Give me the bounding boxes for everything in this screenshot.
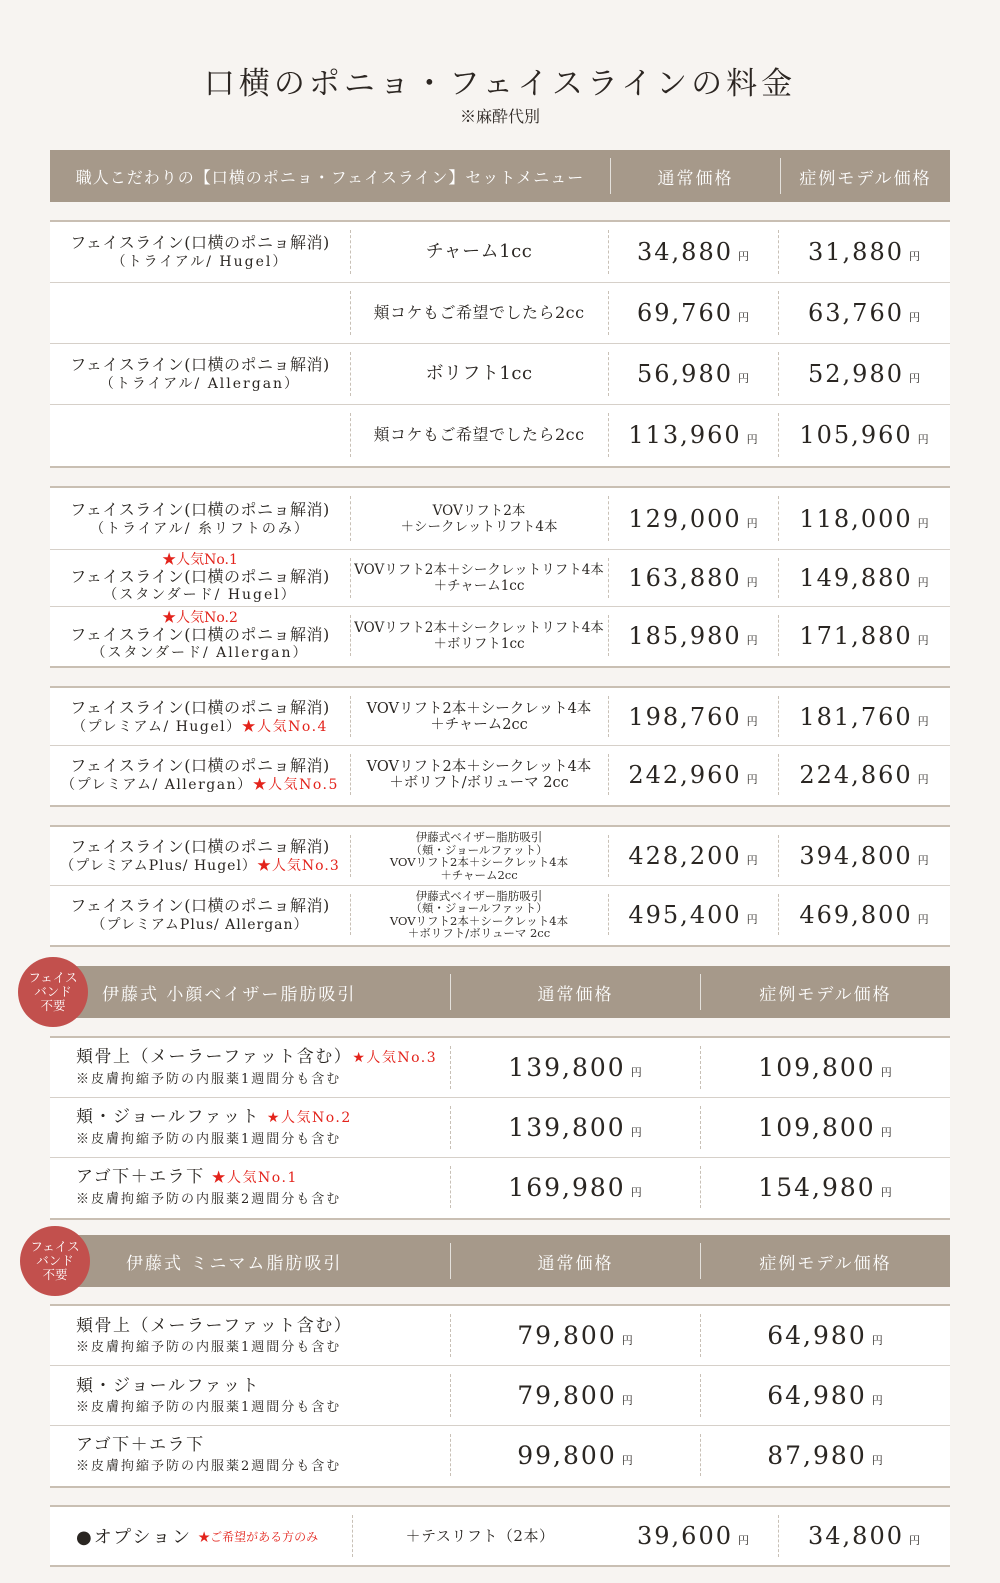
treatment-name: 頬骨上（メーラーファット含む） bbox=[76, 1315, 353, 1336]
yen-unit: 円 bbox=[917, 854, 929, 867]
minimum-title: 伊藤式 ミニマム脂肪吸引 bbox=[126, 1253, 343, 1274]
table-cell bbox=[50, 688, 350, 745]
table-row bbox=[50, 1426, 950, 1484]
table-row bbox=[50, 1038, 950, 1098]
plan-name: フェイスライン(口横のポニョ解消) bbox=[70, 895, 330, 915]
table-cell bbox=[608, 405, 778, 465]
yen-unit: 円 bbox=[908, 311, 920, 324]
plan-content: チャーム1cc bbox=[425, 241, 533, 262]
table-cell bbox=[778, 827, 950, 885]
plan-name: フェイスライン(口横のポニョ解消) bbox=[70, 567, 330, 586]
yen-unit: 円 bbox=[917, 912, 929, 926]
table-cell bbox=[778, 886, 950, 943]
table-cell bbox=[778, 607, 950, 664]
yen-unit: 円 bbox=[630, 1066, 642, 1079]
model-price: 118,000 円 bbox=[799, 504, 929, 533]
yen-unit: 円 bbox=[621, 1394, 633, 1407]
yen-unit: 円 bbox=[908, 250, 920, 263]
plan-content-line: ＋シークレットリフト4本 bbox=[400, 518, 558, 535]
table-cell bbox=[350, 344, 608, 404]
plan-content-line: VOVリフト2本＋シークレット4本 bbox=[389, 913, 569, 928]
model-price: 469,800 円 bbox=[799, 900, 929, 929]
model-price: 105,960 円 bbox=[799, 421, 929, 449]
model-price: 149,880 円 bbox=[799, 564, 929, 592]
rank-badge: ★人気No.3 bbox=[256, 858, 340, 874]
plan-subname: （プレミアムPlus/ Hugel） bbox=[60, 858, 257, 874]
table-cell bbox=[778, 746, 950, 803]
yen-unit: 円 bbox=[871, 1394, 883, 1407]
vaser-regular-label: 通常価格 bbox=[537, 984, 614, 1005]
table-cell bbox=[50, 283, 350, 343]
plan-content-line: ＋チャーム1cc bbox=[433, 578, 525, 594]
standard-section bbox=[50, 486, 950, 668]
rank-badge: ★人気No.1 bbox=[162, 552, 238, 568]
yen-unit: 円 bbox=[880, 1066, 892, 1079]
option-note: ★ご希望がある方のみ bbox=[198, 1529, 319, 1544]
model-price: 31,880 円 bbox=[808, 238, 920, 266]
plan-content-line: VOVリフト2本 bbox=[432, 502, 526, 519]
header-menu-label: 職人こだわりの【口横のポニョ・フェイスライン】セットメニュー bbox=[75, 167, 585, 187]
table-cell bbox=[608, 283, 778, 343]
treatment-name: 頬・ジョールファット bbox=[76, 1375, 260, 1396]
treatment-name: アゴ下＋エラ下 bbox=[76, 1435, 205, 1455]
table-cell bbox=[50, 607, 350, 664]
minimum-header bbox=[50, 1235, 950, 1287]
vaser-model-label: 症例モデル価格 bbox=[759, 984, 892, 1005]
plan-content-line: VOVリフト2本＋シークレット4本 bbox=[366, 700, 592, 717]
table-cell bbox=[700, 1306, 950, 1365]
model-price: 52,980 円 bbox=[808, 360, 920, 388]
table-cell bbox=[350, 607, 608, 664]
table-cell bbox=[450, 1158, 700, 1216]
model-price: 109,800 円 bbox=[758, 1053, 892, 1082]
yen-unit: 円 bbox=[746, 854, 758, 867]
yen-unit: 円 bbox=[630, 1185, 642, 1199]
plan-content: 頬コケもご希望でしたら2cc bbox=[373, 303, 585, 322]
regular-price: 79,800 円 bbox=[517, 1381, 633, 1410]
plan-content-line: 伊藤式ベイザー脂肪吸引 bbox=[415, 888, 543, 903]
table-cell bbox=[700, 1158, 950, 1216]
table-cell bbox=[50, 488, 350, 549]
yen-unit: 円 bbox=[746, 633, 758, 647]
table-cell bbox=[778, 1507, 950, 1565]
rank-badge: ★人気No.5 bbox=[252, 776, 339, 793]
table-cell bbox=[608, 607, 778, 664]
treatment-name: 頬・ジョールファット bbox=[76, 1107, 267, 1127]
regular-price: 56,980 円 bbox=[637, 360, 749, 388]
table-cell bbox=[350, 827, 608, 885]
plan-content-line: 伊藤式ベイザー脂肪吸引 bbox=[415, 830, 543, 844]
model-price: 171,880 円 bbox=[799, 621, 929, 650]
table-cell bbox=[608, 827, 778, 885]
table-cell bbox=[350, 405, 608, 465]
table-cell bbox=[778, 550, 950, 606]
regular-price: 69,760 円 bbox=[637, 299, 749, 327]
minimum-regular-label: 通常価格 bbox=[537, 1253, 614, 1274]
plan-subname: （スタンダード/ Allergan） bbox=[91, 644, 309, 661]
treatment-note: ※皮膚拘縮予防の内服薬2週間分も含む bbox=[76, 1459, 342, 1474]
plan-content-line: VOVリフト2本＋シークレットリフト4本 bbox=[354, 619, 604, 636]
table-cell bbox=[350, 688, 608, 745]
minimum-section bbox=[50, 1304, 950, 1488]
table-cell bbox=[450, 1306, 700, 1365]
table-row bbox=[50, 344, 950, 405]
plan-subname: （スタンダード/ Hugel） bbox=[103, 587, 297, 603]
table-row bbox=[50, 222, 950, 283]
yen-unit: 円 bbox=[917, 772, 929, 786]
model-price: 154,980 円 bbox=[758, 1172, 892, 1202]
premium-section bbox=[50, 686, 950, 807]
table-cell bbox=[50, 550, 350, 606]
yen-unit: 円 bbox=[621, 1453, 633, 1467]
table-cell bbox=[608, 1507, 778, 1565]
regular-price: 139,800 円 bbox=[508, 1113, 642, 1142]
yen-unit: 円 bbox=[621, 1334, 633, 1347]
page-subtitle: ※麻酔代別 bbox=[459, 107, 540, 126]
yen-unit: 円 bbox=[630, 1126, 642, 1139]
plan-subname: （プレミアム/ Allergan） bbox=[61, 776, 253, 793]
table-row bbox=[50, 405, 950, 465]
plan-content-line: ＋ボリフト1cc bbox=[433, 635, 525, 652]
rank-badge: ★人気No.3 bbox=[352, 1050, 438, 1066]
plan-content-line: （頬・ジョールファット） bbox=[410, 842, 548, 857]
treatment-note: ※皮膚拘縮予防の内服薬1週間分も含む bbox=[76, 1072, 342, 1087]
table-row bbox=[50, 1366, 950, 1426]
table-cell bbox=[350, 746, 608, 803]
vaser-header bbox=[50, 966, 950, 1018]
table-cell bbox=[50, 827, 350, 885]
table-cell bbox=[778, 405, 950, 465]
plan-content-line: VOVリフト2本＋シークレットリフト4本 bbox=[354, 562, 604, 578]
rank-badge: ★人気No.2 bbox=[266, 1110, 352, 1126]
plan-name: フェイスライン(口横のポニョ解消) bbox=[70, 697, 330, 717]
model-price: 181,760 円 bbox=[799, 702, 929, 731]
treatment-name: 頬骨上（メーラーファット含む） bbox=[76, 1047, 353, 1067]
yen-unit: 円 bbox=[871, 1334, 883, 1347]
yen-unit: 円 bbox=[917, 516, 929, 530]
treatment-note: ※皮膚拘縮予防の内服薬1週間分も含む bbox=[76, 1132, 342, 1147]
plan-name: フェイスライン(口横のポニョ解消) bbox=[70, 499, 330, 519]
option-section bbox=[50, 1505, 950, 1567]
table-cell bbox=[450, 1426, 700, 1484]
table-cell bbox=[608, 688, 778, 745]
model-price: 87,980 円 bbox=[767, 1440, 883, 1470]
table-row bbox=[50, 886, 950, 943]
option-label: ●オプション bbox=[76, 1527, 193, 1548]
plan-subname: （プレミアムPlus/ Allergan） bbox=[91, 916, 309, 933]
regular-price: 169,980 円 bbox=[508, 1172, 642, 1202]
regular-price: 129,000 円 bbox=[628, 504, 758, 533]
table-cell bbox=[608, 886, 778, 943]
table-cell bbox=[50, 405, 350, 465]
plan-content: ボリフト1cc bbox=[425, 363, 533, 384]
table-cell bbox=[350, 550, 608, 606]
regular-price: 495,400 円 bbox=[628, 900, 758, 929]
plan-content-line: ＋チャーム2cc bbox=[440, 867, 518, 882]
table-cell bbox=[700, 1366, 950, 1425]
yen-unit: 円 bbox=[746, 516, 758, 530]
regular-price: 113,960 円 bbox=[628, 421, 758, 449]
regular-price: 79,800 円 bbox=[517, 1321, 633, 1350]
yen-unit: 円 bbox=[746, 772, 758, 786]
yen-unit: 円 bbox=[880, 1185, 892, 1199]
table-row bbox=[50, 746, 950, 803]
table-cell bbox=[608, 344, 778, 404]
table-row bbox=[50, 1306, 950, 1366]
plan-subname: （プレミアム/ Hugel） bbox=[72, 718, 242, 735]
rank-badge: ★人気No.1 bbox=[211, 1169, 298, 1186]
table-row bbox=[50, 283, 950, 344]
yen-unit: 円 bbox=[746, 433, 758, 446]
model-price: 394,800 円 bbox=[799, 842, 929, 870]
table-row bbox=[50, 1507, 950, 1565]
plan-name: フェイスライン(口横のポニョ解消) bbox=[70, 233, 330, 252]
yen-unit: 円 bbox=[908, 1534, 920, 1547]
rank-badge: ★人気No.2 bbox=[162, 609, 238, 626]
plan-name: フェイスライン(口横のポニョ解消) bbox=[70, 624, 330, 644]
vaser-title: 伊藤式 小顔ベイザー脂肪吸引 bbox=[102, 984, 357, 1005]
rank-badge: ★人気No.4 bbox=[241, 718, 328, 735]
model-price: 64,980 円 bbox=[767, 1381, 883, 1410]
table-row bbox=[50, 488, 950, 550]
regular-price: 163,880 円 bbox=[628, 564, 758, 592]
yen-unit: 円 bbox=[917, 633, 929, 647]
table-cell bbox=[608, 222, 778, 282]
regular-price: 198,760 円 bbox=[628, 702, 758, 731]
plan-content-line: ＋ボリフト/ボリューマ 2cc bbox=[407, 926, 551, 940]
plan-subname: （トライアル/ Hugel） bbox=[111, 254, 289, 270]
yen-unit: 円 bbox=[746, 912, 758, 926]
table-cell bbox=[450, 1366, 700, 1425]
plan-content-line: ＋ボリフト/ボリューマ 2cc bbox=[389, 774, 569, 791]
table-cell bbox=[350, 283, 608, 343]
vaser-section bbox=[50, 1036, 950, 1220]
yen-unit: 円 bbox=[917, 576, 929, 589]
table-cell bbox=[608, 746, 778, 803]
table-cell bbox=[450, 1098, 700, 1157]
model-price: 63,760 円 bbox=[808, 299, 920, 327]
regular-price: 39,600 円 bbox=[637, 1522, 749, 1550]
table-cell bbox=[350, 886, 608, 943]
yen-unit: 円 bbox=[917, 433, 929, 446]
yen-unit: 円 bbox=[871, 1453, 883, 1467]
regular-price: 99,800 円 bbox=[517, 1440, 633, 1470]
model-price: 109,800 円 bbox=[758, 1113, 892, 1142]
premium-plus-section bbox=[50, 825, 950, 947]
plan-content: 頬コケもご希望でしたら2cc bbox=[373, 425, 585, 444]
plan-name: フェイスライン(口横のポニョ解消) bbox=[70, 755, 330, 775]
regular-price: 139,800 円 bbox=[508, 1053, 642, 1082]
plan-subname: （トライアル/ 糸リフトのみ） bbox=[90, 520, 310, 537]
plan-content-line: ＋チャーム2cc bbox=[430, 716, 528, 733]
plan-name: フェイスライン(口横のポニョ解消) bbox=[70, 837, 330, 856]
plan-name: フェイスライン(口横のポニョ解消) bbox=[70, 355, 330, 374]
face-band-badge: フェイス バンド 不要 bbox=[20, 1226, 90, 1296]
table-row bbox=[50, 1158, 950, 1216]
table-cell bbox=[350, 488, 608, 549]
regular-price: 242,960 円 bbox=[628, 760, 758, 789]
plan-content-line: （頬・ジョールファット） bbox=[410, 901, 548, 915]
table-cell bbox=[700, 1426, 950, 1484]
table-cell bbox=[350, 222, 608, 282]
treatment-note: ※皮膚拘縮予防の内服薬2週間分も含む bbox=[76, 1191, 342, 1207]
minimum-model-label: 症例モデル価格 bbox=[759, 1253, 892, 1274]
yen-unit: 円 bbox=[746, 714, 758, 728]
table-row bbox=[50, 827, 950, 886]
plan-content-line: VOVリフト2本＋シークレット4本 bbox=[389, 855, 569, 869]
table-cell bbox=[778, 488, 950, 549]
table-cell bbox=[352, 1507, 608, 1565]
model-price: 34,800 円 bbox=[808, 1522, 920, 1550]
page-title: 口横のポニョ・フェイスラインの料金 bbox=[203, 66, 797, 102]
table-cell bbox=[50, 222, 350, 282]
table-cell bbox=[778, 222, 950, 282]
regular-price: 428,200 円 bbox=[628, 842, 758, 870]
table-cell bbox=[50, 886, 350, 943]
table-cell bbox=[50, 344, 350, 404]
model-price: 64,980 円 bbox=[767, 1321, 883, 1350]
yen-unit: 円 bbox=[737, 250, 749, 263]
plan-subname: （トライアル/ Allergan） bbox=[99, 376, 301, 392]
table-cell bbox=[778, 344, 950, 404]
table-cell bbox=[778, 283, 950, 343]
set-menu-header bbox=[50, 150, 950, 202]
table-row bbox=[50, 1098, 950, 1158]
header-model-label: 症例モデル価格 bbox=[799, 168, 932, 189]
table-cell bbox=[450, 1038, 700, 1097]
table-row bbox=[50, 550, 950, 607]
option-content: ＋テスリフト（2本） bbox=[405, 1527, 555, 1545]
treatment-note: ※皮膚拘縮予防の内服薬1週間分も含む bbox=[76, 1339, 342, 1355]
yen-unit: 円 bbox=[917, 714, 929, 728]
model-price: 224,860 円 bbox=[799, 760, 929, 789]
yen-unit: 円 bbox=[746, 576, 758, 589]
yen-unit: 円 bbox=[908, 372, 920, 385]
table-cell bbox=[50, 746, 350, 803]
table-cell bbox=[608, 488, 778, 549]
plan-content-line: VOVリフト2本＋シークレット4本 bbox=[366, 758, 592, 775]
header-regular-label: 通常価格 bbox=[657, 168, 734, 189]
treatment-note: ※皮膚拘縮予防の内服薬1週間分も含む bbox=[76, 1399, 342, 1415]
regular-price: 34,880 円 bbox=[637, 238, 749, 266]
yen-unit: 円 bbox=[737, 1534, 749, 1547]
table-row bbox=[50, 688, 950, 746]
treatment-name: アゴ下＋エラ下 bbox=[76, 1166, 212, 1187]
table-cell bbox=[778, 688, 950, 745]
yen-unit: 円 bbox=[737, 372, 749, 385]
yen-unit: 円 bbox=[880, 1126, 892, 1139]
trial-section bbox=[50, 220, 950, 468]
face-band-badge: フェイス バンド 不要 bbox=[18, 957, 88, 1027]
table-cell bbox=[700, 1038, 950, 1097]
table-row bbox=[50, 607, 950, 664]
regular-price: 185,980 円 bbox=[628, 621, 758, 650]
table-cell bbox=[700, 1098, 950, 1157]
yen-unit: 円 bbox=[737, 311, 749, 324]
table-cell bbox=[608, 550, 778, 606]
